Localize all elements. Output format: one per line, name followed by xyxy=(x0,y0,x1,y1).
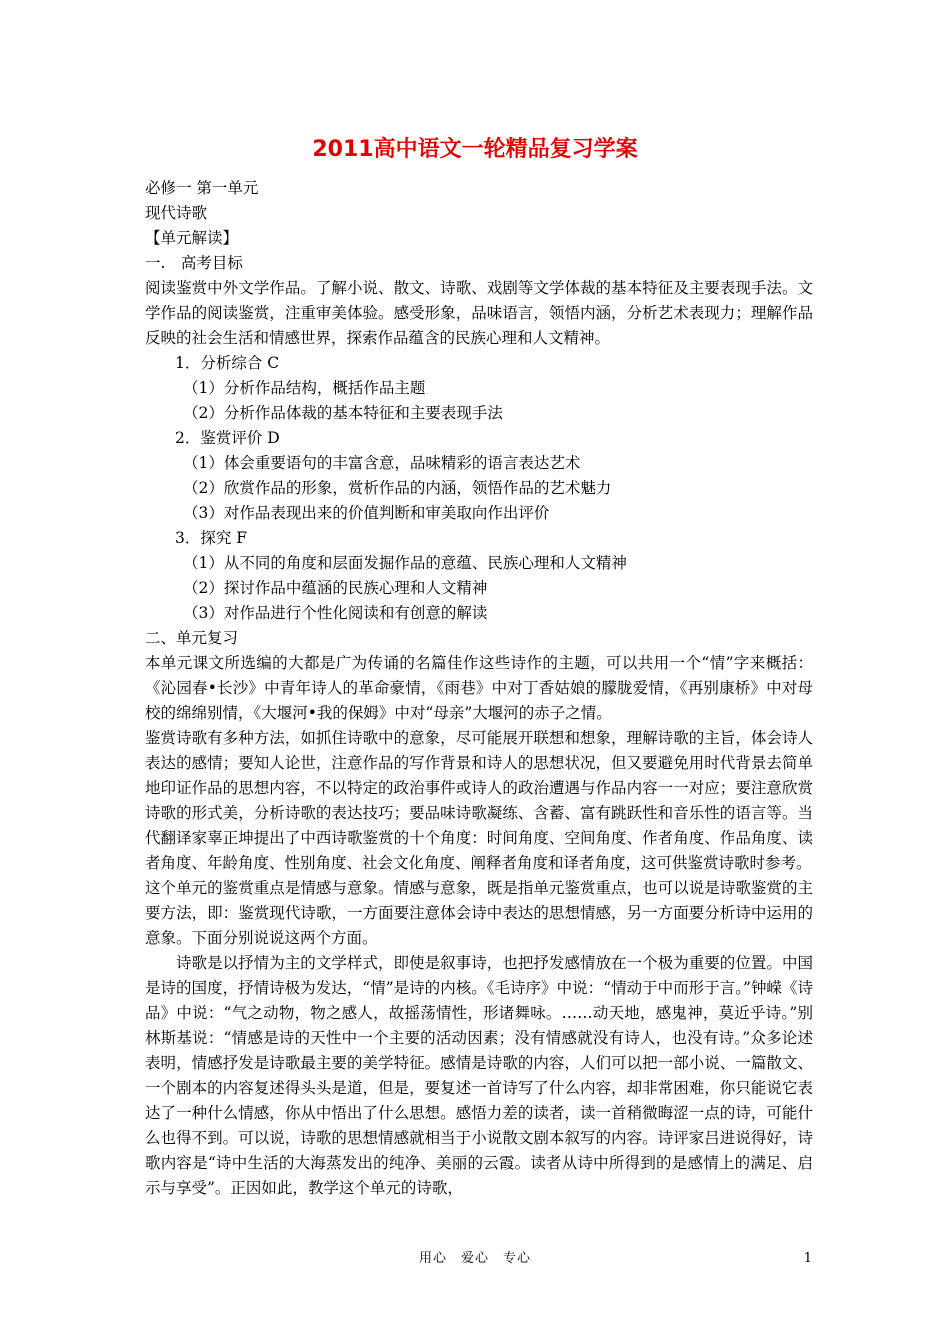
body-paragraph: 诗歌是以抒情为主的文学样式，即使是叙事诗，也把抒发感情放在一个极为重要的位置。中国是诗的国度，抒情诗极为发达，“情”是诗的内核。《毛诗序》中说：“情动于中而形于言。”钟嵘《诗品》中说：“气之动物，物之感人，故摇荡情性，形诸舞咏。……动天地，感鬼神，莫近乎诗。”别林斯基说：“情感是诗的天性中一个主要的活动因素；没有情感就没有诗人，也没有诗。”众多论述表明，情感抒发是诗歌最主要的美学特征。感情是诗歌的内容，人们可以把一部小说、一篇散文、一个剧本的内容复述得头头是道，但是，要复述一首诗写了什么内容，却非常困难，你只能说它表达了一种什么情感，你从中悟出了什么思想。感悟力差的读者，读一首稍微晦涩一点的诗，可能什么也得不到。可以说，诗歌的思想情感就相当于小说散文剧本叙写的内容。诗评家吕进说得好，诗歌内容是“诗中生活的大海蒸发出的纯净、美丽的云霞。读者从诗中所得到的是感情上的满足、启示与享受”。正因如此，教学这个单元的诗歌， xyxy=(145,954,813,1197)
document-title: 2011高中语文一轮精品复习学案 xyxy=(312,137,638,162)
body-paragraph: 鉴赏诗歌有多种方法，如抓住诗歌中的意象，尽可能展开联想和想象，理解诗歌的主旨，体会诗人表达的感情；要知人论世，注意作品的写作背景和诗人的思想状况，但又要避免用时代背景去简单地印证作品的思想内容，不以特定的政治事件或诗人的政治遭遇与作品内容一一对应；要注意欣赏诗歌的形式美，分析诗歌的表达技巧；要品味诗歌凝练、含蓄、富有跳跃性和音乐性的语言等。当代翻译家辜正坤提出了中西诗歌鉴赏的十个角度：时间角度、空间角度、作者角度、作品角度、读者角度、年龄角度、性别角度、社会文化角度、阐释者角度和译者角度，这可供鉴赏诗歌时参考。 xyxy=(145,729,813,872)
section1-heading: 一. 高考目标 xyxy=(145,254,243,272)
intro-paragraph: 阅读鉴赏中外文学作品。了解小说、散文、诗歌、戏剧等文学体裁的基本特征及主要表现手法。文学作品的阅读鉴赏，注重审美体验。感受形象，品味语言，领悟内涵，分析艺术表现力；理解作品反映的社会生活和情感世界，探索作品蕴含的民族心理和人文精神。 xyxy=(145,279,813,347)
page-footer-motto: 用心 爱心 专心 xyxy=(418,1251,531,1266)
outline-item: （2）探讨作品中蕴涵的民族心理和人文精神 xyxy=(183,579,488,597)
page-number: 1 xyxy=(803,1251,812,1266)
outline-item: （1）从不同的角度和层面发掘作品的意蕴、民族心理和人文精神 xyxy=(183,554,627,572)
outline-item: （2）分析作品体裁的基本特征和主要表现手法 xyxy=(183,404,503,422)
course-unit-line: 必修一 第一单元 xyxy=(145,179,259,197)
outline-item: （3）对作品表现出来的价值判断和审美取向作出评价 xyxy=(183,504,550,522)
outline-item: （3）对作品进行个性化阅读和有创意的解读 xyxy=(183,604,488,622)
section2-heading: 二、单元复习 xyxy=(145,629,239,647)
outline-item: （1）分析作品结构，概括作品主题 xyxy=(183,379,426,397)
body-paragraph: 本单元课文所选编的大都是广为传诵的名篇佳作这些诗作的主题，可以共用一个“情”字来概括：《沁园春•长沙》中青年诗人的革命豪情，《雨巷》中对丁香姑娘的朦胧爱情，《再别康桥》中对母校的绵绵别情，《大堰河•我的保姆》中对“母亲”大堰河的赤子之情。 xyxy=(145,654,813,722)
unit-topic-line: 现代诗歌 xyxy=(145,204,208,222)
outline-item: （2）欣赏作品的形象，赏析作品的内涵，领悟作品的艺术魅力 xyxy=(183,479,612,497)
outline-heading-3: 3．探究 F xyxy=(175,529,248,547)
outline-heading-2: 2．鉴赏评价 D xyxy=(175,429,280,447)
body-paragraph: 这个单元的鉴赏重点是情感与意象。情感与意象，既是指单元鉴赏重点，也可以说是诗歌鉴赏的主要方法，即：鉴赏现代诗歌，一方面要注意体会诗中表达的思想情感，另一方面要分析诗中运用的意象。下面分别说说这两个方面。 xyxy=(145,879,813,947)
outline-heading-1: 1．分析综合 C xyxy=(175,354,280,372)
section-label: 【单元解读】 xyxy=(145,229,239,247)
outline-item: （1）体会重要语句的丰富含意，品味精彩的语言表达艺术 xyxy=(183,454,581,472)
document-body xyxy=(145,176,813,1201)
